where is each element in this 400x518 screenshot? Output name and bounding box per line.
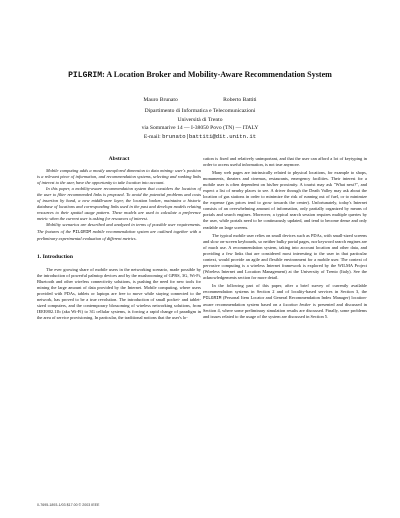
- author-name: Roberto Battiti: [223, 97, 257, 103]
- body-text: is presented and discussed in Section 4, where some preliminary simulation results are discussed. Finally, some problems and issues related to the usage of the system are discussed in Section 5.: [203, 302, 368, 320]
- email-address: brunato|battiti@dit.unitn.it: [162, 132, 257, 140]
- body-text: In the following part of this paper, after a brief survey of currently available recommendation systems in Section 2 and of locality-based services in Section 3, the: [203, 282, 367, 294]
- abstract-paragraph: Mobile computing adds a mostly unexplored dimension to data mining: user's position is a relevant piece of information, and recommendation systems, selecting and ranking links of interest to the user, have the opportunity to take location into account.: [37, 168, 201, 186]
- affiliation-line: Dipartimento di Informatica e Telecomunicazioni: [144, 108, 256, 115]
- body-paragraph: Many web pages are intrinsically related to physical locations, for example to shops, monuments, theaters and cinemas, restaurants, emergency facilities. Their interest for a mobile user is often dependent on his/her proximity. A tourist may ask "What next?", and expect a list of nearby places to see. A driver through the Death Valley may ask about the location of gas stations in order to minimize the risk of running out of fuel, or to minimize the expense (gas prices tend to grow towards the center). Unfortunately, today's Internet consists of an overwhelming amount of information, only partially organized by means of portals and search engines. Moreover, a typical search session requires multiple queries by the user, while portals need to be continuously updated, and tend to become dense and only readable on large screens.: [203, 170, 367, 230]
- affiliation-line: Università di Trento: [177, 116, 223, 123]
- abstract-text: In this paper, a mobility-aware recommendation system that considers the location of the user to filter recommended links is proposed. To avoid the potential problems and costs of insertion by hand, a new middleware layer, the: [37, 186, 201, 204]
- title-text: : A Location Broker and Mobility-Aware Recommendation System: [102, 70, 332, 79]
- abstract-paragraph: [37, 222, 201, 241]
- abstract-paragraph: [37, 186, 201, 222]
- author-name: Mauro Brunato: [143, 97, 178, 103]
- body-term: location broker: [283, 302, 311, 308]
- paper-title: [0, 70, 400, 81]
- title-system-name: PILGRIM: [68, 71, 103, 80]
- body-term: PILGRIM: [203, 296, 222, 302]
- body-paragraph: The typical mobile user relies on small devices such as PDAs, with small-sized screens and slow on-screen keyboards, so neither bulky portal pages, nor keyword search engines are of much use. A recommendation system, taking into account location and other data, and providing a few links that are considered most interesting to the user in that particular context, would provide an agile and flexible environment for a mobile user. The context of pervasive computing is a wireless Internet framework is explored by the WILMA Project (Wireless Internet and Location Management) at the University of Trento (Italy). See the acknowledgements section for more detail.: [203, 232, 367, 280]
- copyright-footer: 0-7695-1893-1/03 $17.00 © 2003 IEEE: [37, 503, 100, 507]
- abstract-text: Mobility scenarios are described and analyzed in terms of possible user requirements. The features of the: [37, 222, 201, 234]
- abstract-text: , maintains a historic database of locations and corresponding links used in the past and develops models relating resources to their spatial usage pattern. These models are used to calculate a preference metric when the current user is asking for resources of interest.: [37, 198, 201, 222]
- author-names: [0, 96, 400, 104]
- email-label: E-mail:: [143, 133, 163, 140]
- right-column: [203, 156, 367, 320]
- abstract-body: [37, 168, 201, 242]
- abstract-heading: Abstract: [108, 156, 130, 162]
- affiliation-line: via Sommarive 14 — I-38050 Povo (TN) — ITALY: [141, 125, 259, 132]
- section-heading: 1. Introduction: [37, 253, 73, 260]
- email-line: [0, 133, 400, 141]
- body-paragraph: [203, 283, 367, 320]
- abstract-text: mobile recommendation system are outlined together with a preliminary experimental evaluation of different metrics.: [37, 228, 201, 241]
- abstract-term: location broker: [133, 198, 161, 204]
- author-block: [0, 96, 400, 141]
- abstract-term: PILGRIM: [72, 229, 92, 235]
- left-column: [37, 156, 201, 321]
- body-text: (Personal Item Locator and General Recommendation Index Manager) location-aware recommendation system based on a: [203, 295, 367, 308]
- body-paragraph: The ever growing share of mobile users in the networking scenario, made possible by the introduction of powerful palmtop devices and by the mushrooming of GPRS, 3G, Wi-Fi, Bluetooth and other wireless connectivity solutions, is pushing the need for new tools for mining the large amount of data provided by the Internet. Mobile computing, where users provided with PDAs, tablets or laptops are free to move while staying connected to the network, has proved to be a true revolution. The introduction of small pocket- and tablet-sized computers, and the contemporary blossoming of wireless networking solutions, from IEEE802.11b (aka Wi-Fi) to 3G cellular systems, is forcing a rapid change of paradigm in the area of service provisioning. In particular, the traditional notions that the user's lo-: [37, 266, 201, 321]
- body-paragraph: cation is fixed and relatively unimportant, and that the user can afford a lot of keytyping in order to access useful information, is not true anymore.: [203, 156, 367, 168]
